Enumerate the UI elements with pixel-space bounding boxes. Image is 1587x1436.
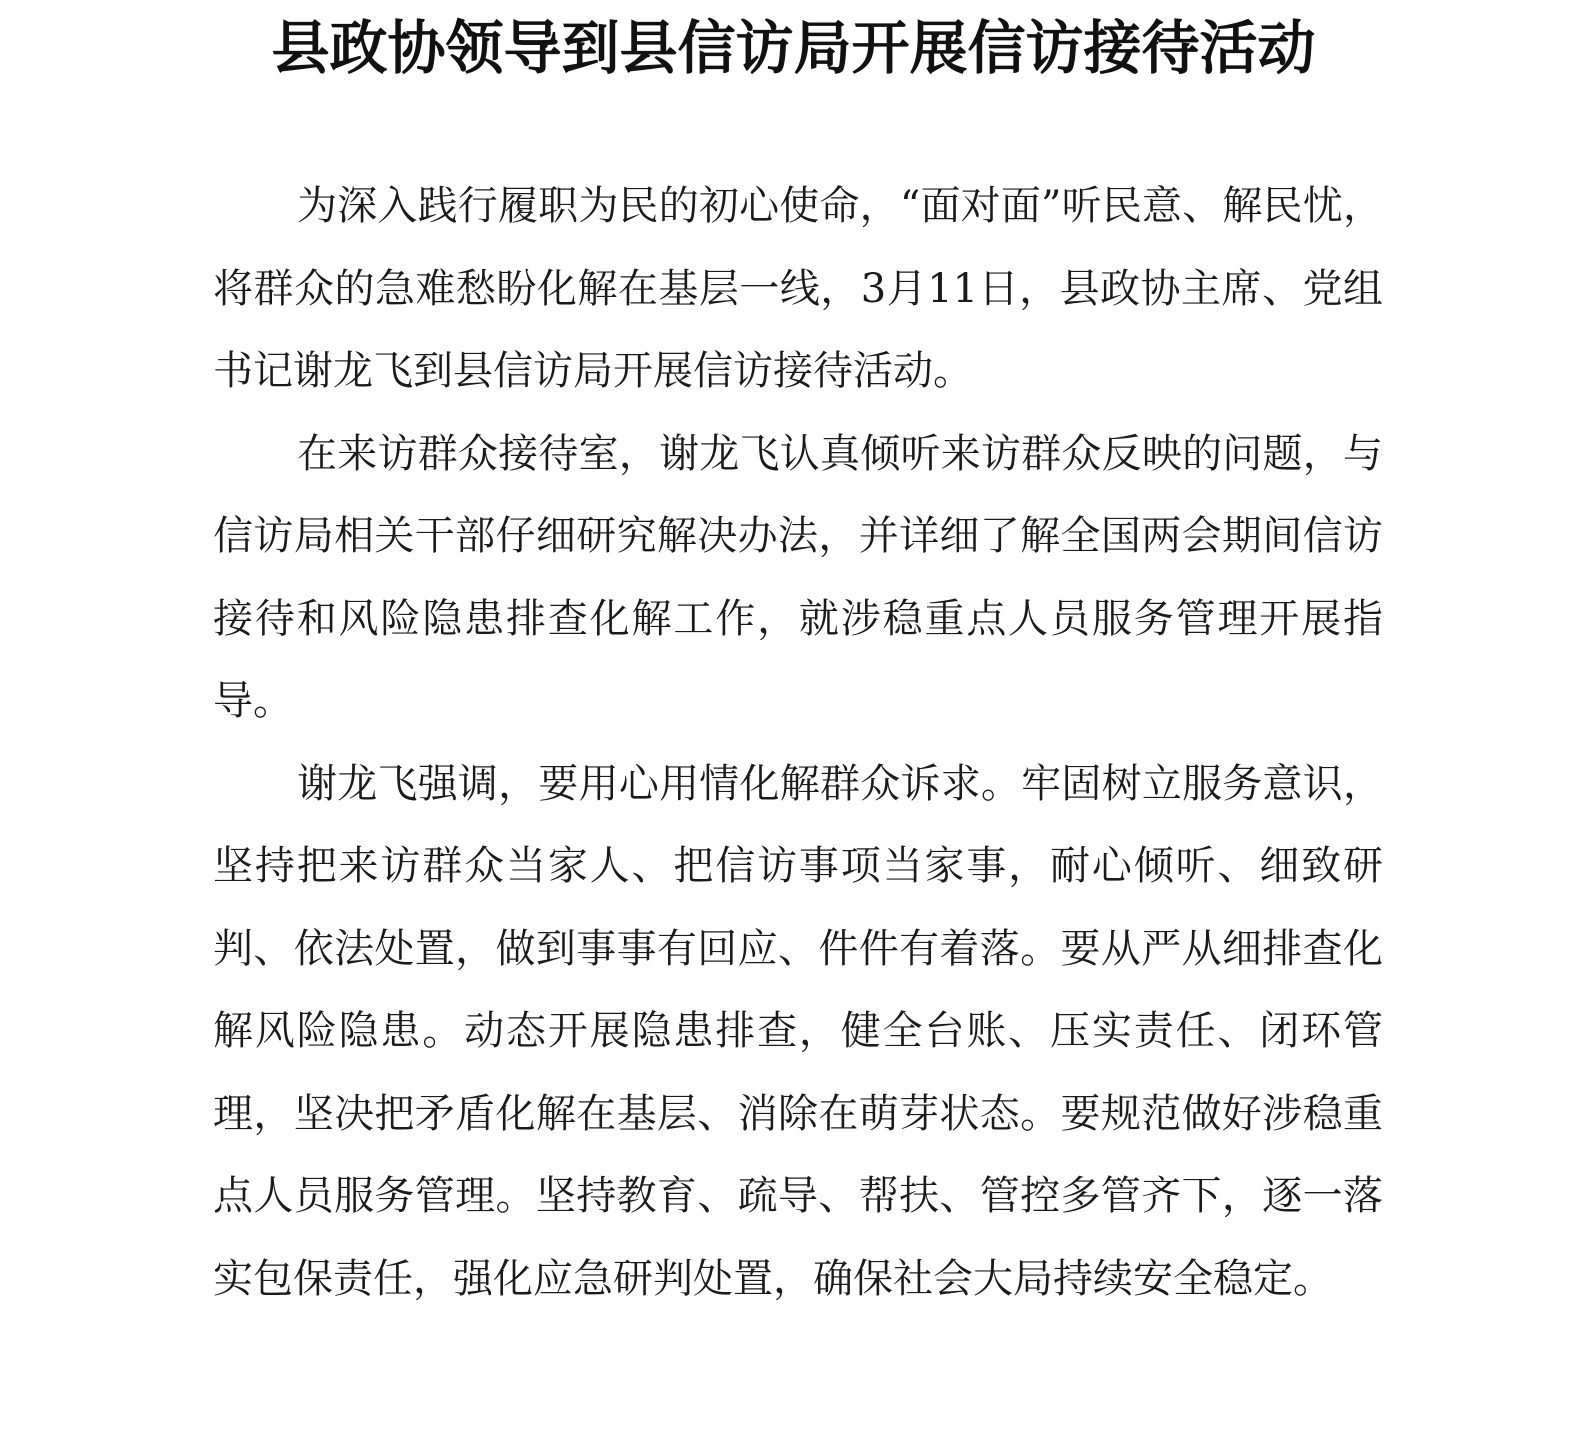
page-title: 县政协领导到县信访局开展信访接待活动: [271, 14, 1316, 82]
paragraph-3: 谢龙飞强调，要用心用情化解群众诉求。牢固树立服务意识，坚持把来访群众当家人、把信访事项当家事，耐心倾听、细致研判、依法处置，做到事事有回应、件件有着落。要从严从细排查化解风险隐患。动态开展隐患排查，健全台账、压实责任、闭环管理，坚决把矛盾化解在基层、消除在萌芽状态。要规范做好涉稳重点人员服务管理。坚持教育、疏导、帮扶、管控多管齐下，逐一落实包保责任，强化应急研判处置，确保社会大局持续安全稳定。: [213, 760, 1383, 1302]
article-body: [213, 165, 1383, 1320]
paragraph-1: 为深入践行履职为民的初心使命，“面对面”听民意、解民忧，将群众的急难愁盼化解在基层一线，3月11日，县政协主席、党组书记谢龙飞到县信访局开展信访接待活动。: [213, 183, 1383, 394]
paragraph-2: 在来访群众接待室，谢龙飞认真倾听来访群众反映的问题，与信访局相关干部仔细研究解决办法，并详细了解全国两会期间信访接待和风险隐患排查化解工作，就涉稳重点人员服务管理开展指导。: [213, 430, 1383, 724]
